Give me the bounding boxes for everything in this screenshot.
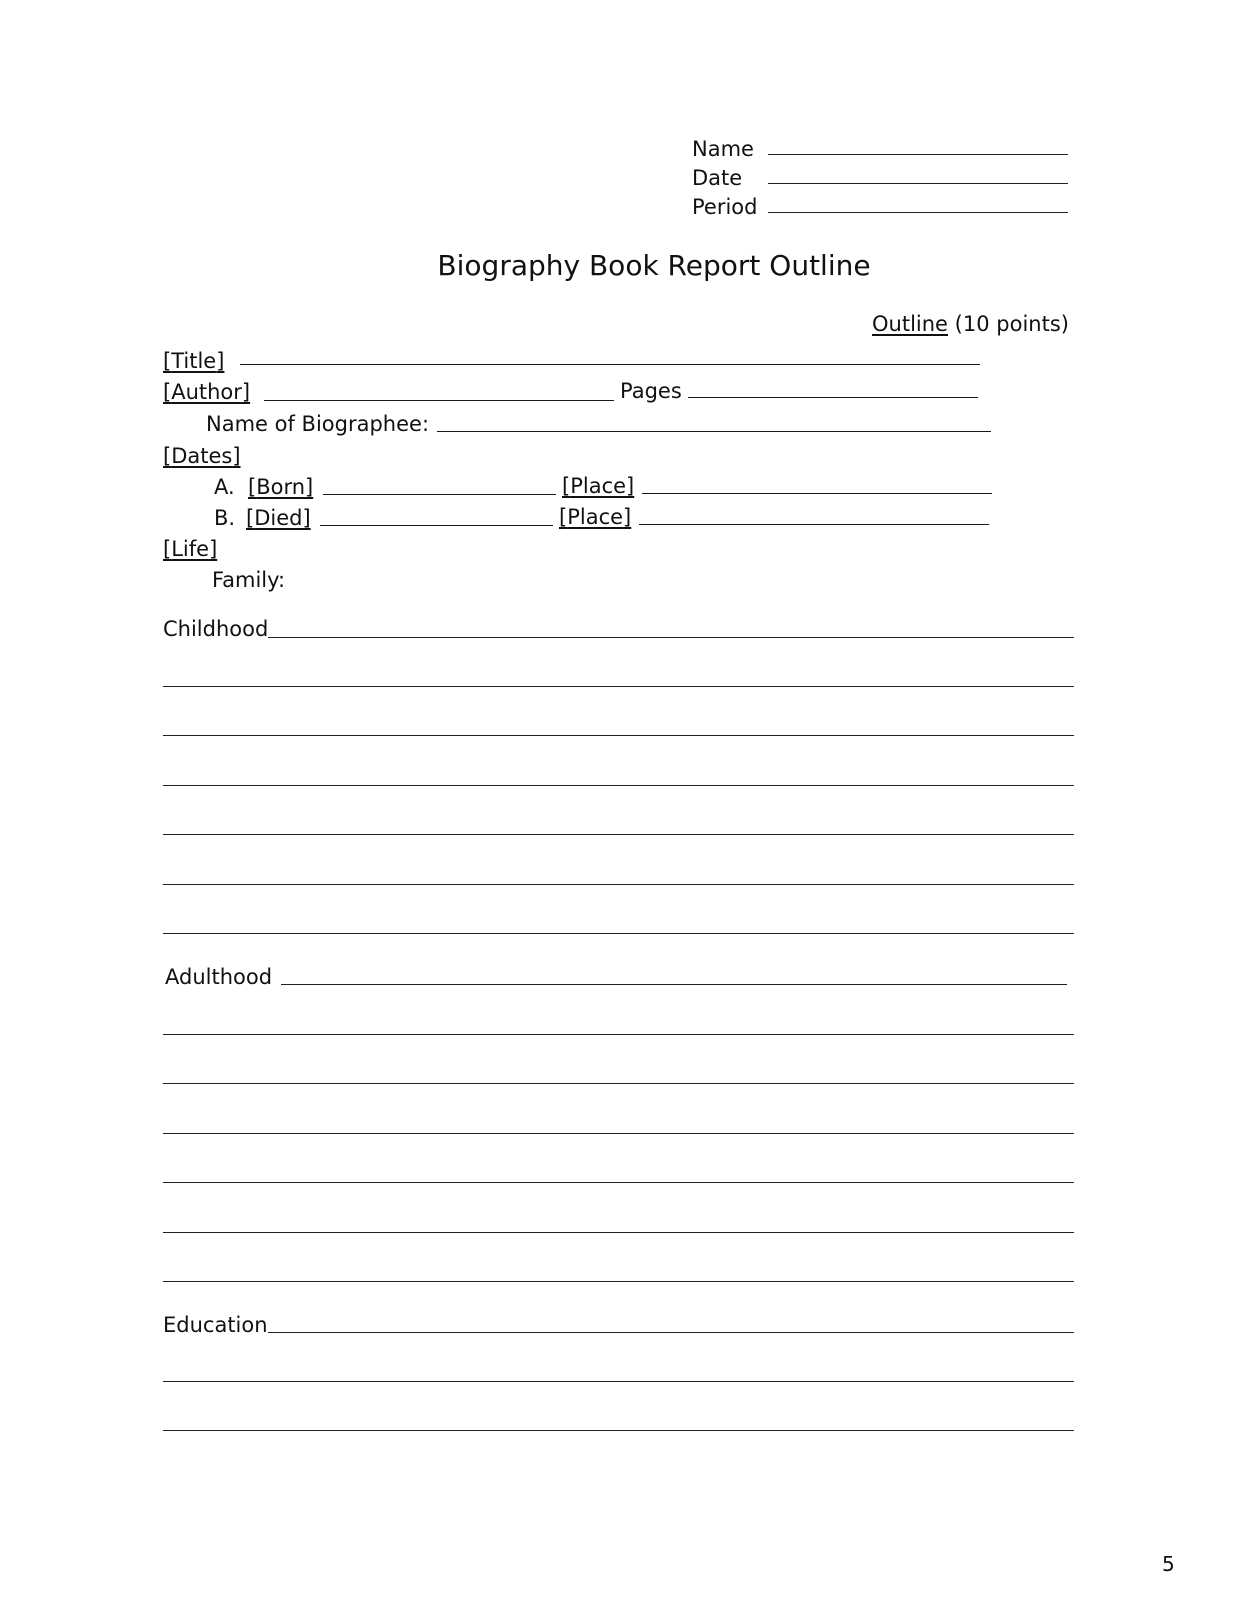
title-label: [ Title ] <box>163 348 224 374</box>
adulthood-line-3[interactable] <box>163 1083 1074 1084</box>
adulthood-line-5[interactable] <box>163 1182 1074 1183</box>
name-field[interactable] <box>768 154 1068 155</box>
childhood-line-3[interactable] <box>163 735 1074 736</box>
page-number: 5 <box>1162 1552 1175 1576</box>
dates-label: [ Dates ] <box>163 443 241 469</box>
pages-field[interactable] <box>688 397 978 398</box>
childhood-line-4[interactable] <box>163 785 1074 786</box>
date-label: Date <box>692 166 743 190</box>
adulthood-line-7[interactable] <box>163 1281 1074 1282</box>
family-label: Family: <box>212 568 286 592</box>
childhood-line-2[interactable] <box>163 686 1074 687</box>
date-field[interactable] <box>768 183 1068 184</box>
childhood-field[interactable] <box>268 637 1074 638</box>
education-line-2[interactable] <box>163 1381 1074 1382</box>
period-field[interactable] <box>768 212 1068 213</box>
childhood-line-7[interactable] <box>163 933 1074 934</box>
adulthood-label: Adulthood <box>165 965 273 989</box>
life-label: [ Life ] <box>163 536 217 562</box>
period-label: Period <box>692 195 758 219</box>
born-label: [ Born ] <box>248 474 313 500</box>
points-value: (10 points) <box>954 312 1069 336</box>
born-place-label: [ Place ] <box>562 473 634 499</box>
died-prefix: B. <box>214 506 236 530</box>
education-label: Education <box>163 1313 268 1337</box>
biographee-label: Name of Biographee: <box>206 412 430 436</box>
points-label: Outline <box>872 312 948 336</box>
adulthood-line-2[interactable] <box>163 1034 1074 1035</box>
author-field[interactable] <box>264 400 614 401</box>
died-label: [ Died ] <box>246 505 311 531</box>
adulthood-line-6[interactable] <box>163 1232 1074 1233</box>
born-prefix: A. <box>214 475 235 499</box>
pages-label: Pages <box>620 379 682 403</box>
adulthood-field[interactable] <box>281 984 1067 985</box>
died-field[interactable] <box>320 525 553 526</box>
childhood-line-5[interactable] <box>163 834 1074 835</box>
adulthood-line-4[interactable] <box>163 1133 1074 1134</box>
died-place-field[interactable] <box>639 524 989 525</box>
title-field[interactable] <box>240 364 980 365</box>
died-place-label: [ Place ] <box>559 504 631 530</box>
born-place-field[interactable] <box>642 493 992 494</box>
born-field[interactable] <box>323 494 556 495</box>
childhood-label: Childhood <box>163 617 269 641</box>
education-field[interactable] <box>268 1332 1074 1333</box>
page-title: Biography Book Report Outline <box>437 249 871 282</box>
biographee-field[interactable] <box>437 431 991 432</box>
childhood-line-6[interactable] <box>163 884 1074 885</box>
name-label: Name <box>692 137 754 161</box>
points-note <box>872 311 1069 337</box>
education-line-3[interactable] <box>163 1430 1074 1431</box>
author-label: [ Author ] <box>163 379 250 405</box>
